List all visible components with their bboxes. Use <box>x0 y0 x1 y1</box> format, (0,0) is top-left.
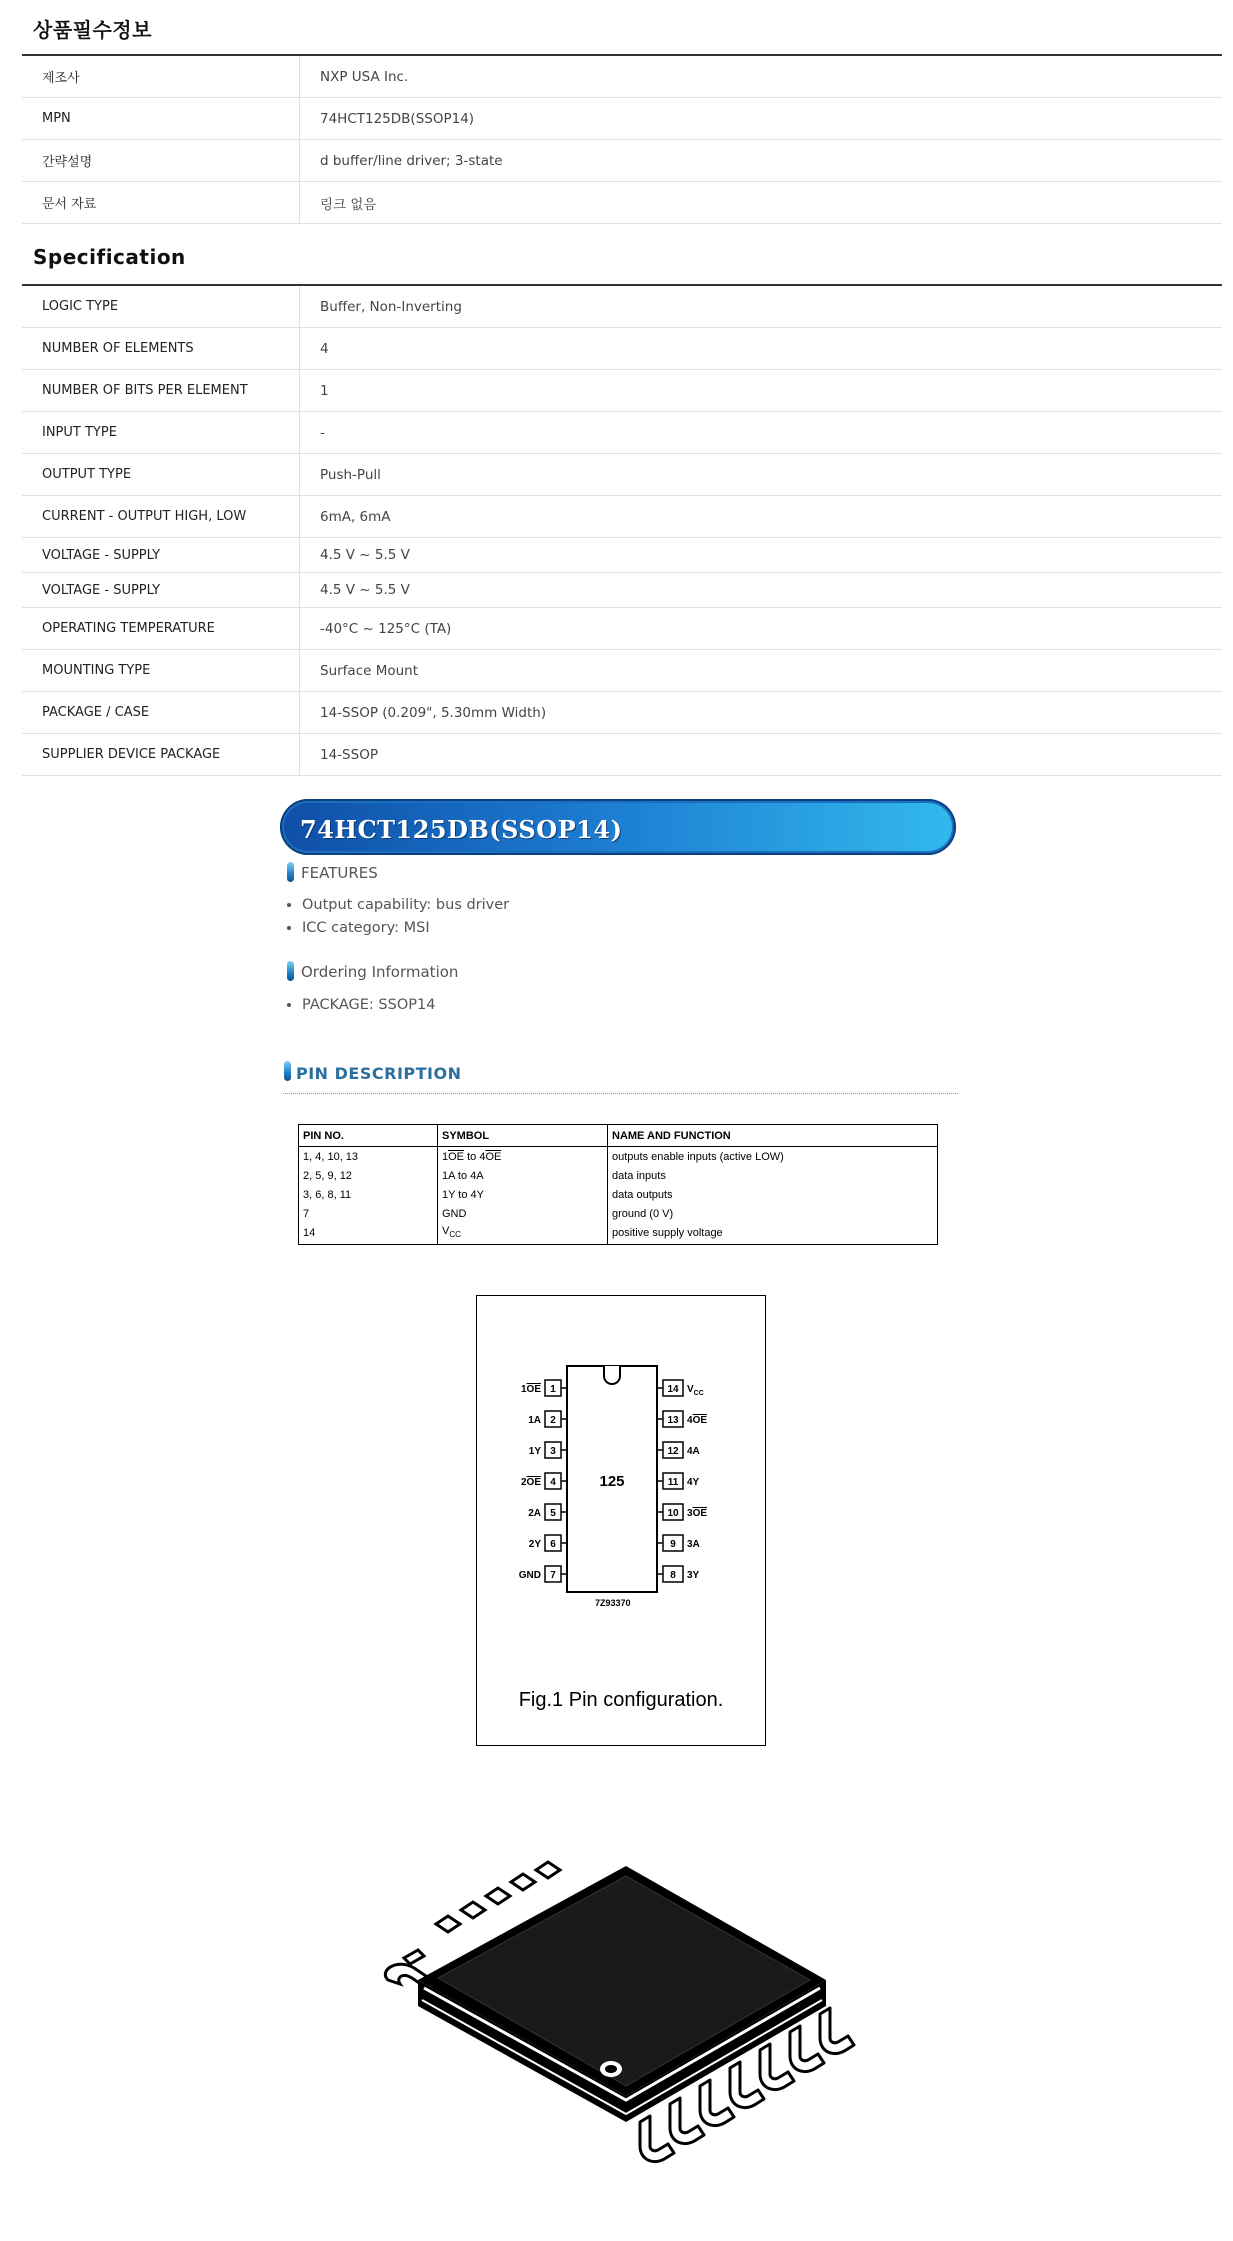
pin-cell: 7 <box>299 1204 438 1223</box>
table-header-row <box>299 1125 938 1147</box>
bullet-pill-icon <box>287 961 294 981</box>
row-value: d buffer/line driver; 3-state <box>300 140 1223 182</box>
symbol-cell: 1A to 4A <box>438 1166 608 1185</box>
pin-description-heading: PIN DESCRIPTION <box>296 1064 462 1083</box>
pin-number: 11 <box>667 1477 679 1488</box>
pin-name: 3A <box>687 1539 700 1550</box>
pin-diagram <box>477 1296 765 1676</box>
ssop14-package-illustration <box>378 1860 868 2190</box>
table-row <box>22 182 1222 224</box>
pin-configuration-figure <box>476 1295 766 1746</box>
symbol-cell <box>438 1147 608 1167</box>
row-label: CURRENT - OUTPUT HIGH, LOW <box>22 496 300 538</box>
pin-name: 4Y <box>687 1477 700 1488</box>
pin-cell: 2, 5, 9, 12 <box>299 1166 438 1185</box>
pin-name: 3OE <box>687 1508 708 1519</box>
symbol-cell <box>438 1223 608 1245</box>
ordering-heading: Ordering Information <box>301 963 459 981</box>
banner-background <box>284 803 952 851</box>
symbol-cell: GND <box>438 1204 608 1223</box>
function-cell: outputs enable inputs (active LOW) <box>608 1147 938 1167</box>
required-info-title: 상품필수정보 <box>33 18 152 42</box>
divider <box>283 1093 958 1094</box>
pin-cell: 3, 6, 8, 11 <box>299 1185 438 1204</box>
row-label: PACKAGE / CASE <box>22 692 300 734</box>
pin-name: 1OE <box>520 1384 541 1395</box>
row-value: 14-SSOP <box>300 734 1223 776</box>
row-label: LOGIC TYPE <box>22 285 300 328</box>
row-value: 74HCT125DB(SSOP14) <box>300 98 1223 140</box>
pin-name: 3Y <box>687 1570 700 1581</box>
banner-title: 74HCT125DB(SSOP14) <box>300 815 623 844</box>
row-value: Push-Pull <box>300 454 1223 496</box>
list-item: • Output capability: bus driver <box>302 894 509 917</box>
symbol-part: to 4 <box>464 1150 486 1163</box>
pin-number: 1 <box>550 1384 556 1395</box>
pin-number: 4 <box>550 1477 556 1488</box>
row-value: Surface Mount <box>300 650 1223 692</box>
row-value: 4.5 V ~ 5.5 V <box>300 573 1223 608</box>
row-label: VOLTAGE - SUPPLY <box>22 538 300 573</box>
row-label: SUPPLIER DEVICE PACKAGE <box>22 734 300 776</box>
pin-number: 13 <box>667 1415 679 1426</box>
features-heading: FEATURES <box>301 864 378 882</box>
symbol-overline: $\overline{OE}$ <box>485 1150 502 1163</box>
table-row <box>22 650 1222 692</box>
pin-name: 4OE <box>687 1415 708 1426</box>
chip-label: 125 <box>599 1473 625 1490</box>
pin-number: 3 <box>550 1446 556 1457</box>
chip-notch <box>604 1366 620 1384</box>
row-value: 4 <box>300 328 1223 370</box>
column-header: SYMBOL <box>438 1125 608 1147</box>
row-value: 링크 없음 <box>300 182 1223 224</box>
symbol-overline: $\overline{OE}$ <box>448 1150 465 1163</box>
table-row <box>22 538 1222 573</box>
table-row <box>22 328 1222 370</box>
row-label: MPN <box>22 98 300 140</box>
pin-name: GND <box>518 1570 541 1581</box>
table-row <box>299 1185 938 1204</box>
symbol-part: V <box>442 1225 450 1238</box>
pin-description-table <box>298 1124 938 1245</box>
row-value: - <box>300 412 1223 454</box>
row-label: VOLTAGE - SUPPLY <box>22 573 300 608</box>
table-row <box>22 692 1222 734</box>
table-row <box>22 98 1222 140</box>
figure-caption: Fig.1 Pin configuration. <box>518 1689 724 1711</box>
table-row <box>299 1147 938 1167</box>
row-value: 14-SSOP (0.209", 5.30mm Width) <box>300 692 1223 734</box>
row-value: Buffer, Non-Inverting <box>300 285 1223 328</box>
function-cell: positive supply voltage <box>608 1223 938 1245</box>
ordering-list <box>282 994 435 1017</box>
function-cell: data inputs <box>608 1166 938 1185</box>
table-row <box>22 412 1222 454</box>
product-banner <box>280 799 956 855</box>
row-label: INPUT TYPE <box>22 412 300 454</box>
pin-cell: 1, 4, 10, 13 <box>299 1147 438 1167</box>
function-cell: ground (0 V) <box>608 1204 938 1223</box>
table-row <box>22 454 1222 496</box>
pin-number: 8 <box>670 1570 676 1581</box>
table-row <box>22 140 1222 182</box>
pin-name: 1A <box>528 1415 541 1426</box>
list-item: • ICC category: MSI <box>302 917 509 940</box>
table-row <box>22 608 1222 650</box>
column-header: NAME AND FUNCTION <box>608 1125 938 1147</box>
pin-name: 2OE <box>520 1477 541 1488</box>
pin-number: 7 <box>550 1570 556 1581</box>
row-label: MOUNTING TYPE <box>22 650 300 692</box>
table-row <box>22 55 1222 98</box>
pin-name: $V_{CC}$ <box>687 1384 704 1397</box>
required-info-table <box>22 54 1222 224</box>
pin-name: 1Y <box>528 1446 541 1457</box>
pin-name: 2A <box>528 1508 541 1519</box>
pin-name: 4A <box>687 1446 700 1457</box>
pin-cell: 14 <box>299 1223 438 1245</box>
features-list <box>282 894 509 940</box>
specification-title: Specification <box>33 245 186 269</box>
symbol-part: 1 <box>442 1150 449 1163</box>
pin-number: 12 <box>667 1446 679 1457</box>
pin-number: 9 <box>670 1539 676 1550</box>
row-label: NUMBER OF ELEMENTS <box>22 328 300 370</box>
list-item: • PACKAGE: SSOP14 <box>302 994 435 1017</box>
symbol-cell: 1Y to 4Y <box>438 1185 608 1204</box>
table-row <box>22 496 1222 538</box>
bullet-pill-icon <box>287 862 294 882</box>
row-value: NXP USA Inc. <box>300 55 1223 98</box>
row-value: 4.5 V ~ 5.5 V <box>300 538 1223 573</box>
symbol-subscript: CC <box>449 1230 461 1240</box>
row-label: 제조사 <box>22 55 300 98</box>
pin-number: 5 <box>550 1508 556 1519</box>
row-label: NUMBER OF BITS PER ELEMENT <box>22 370 300 412</box>
row-label: OUTPUT TYPE <box>22 454 300 496</box>
bullet-pill-icon <box>284 1061 291 1081</box>
table-row <box>299 1166 938 1185</box>
row-label: 간략설명 <box>22 140 300 182</box>
chip-code: 7Z93370 <box>595 1598 631 1608</box>
row-label: 문서 자료 <box>22 182 300 224</box>
pin-number: 6 <box>550 1539 556 1550</box>
pin-number: 10 <box>667 1508 679 1519</box>
pin-name: 2Y <box>528 1539 541 1550</box>
table-row <box>22 285 1222 328</box>
row-value: 1 <box>300 370 1223 412</box>
pin-number: 14 <box>667 1384 679 1395</box>
specification-table <box>22 284 1222 776</box>
row-value: -40°C ~ 125°C (TA) <box>300 608 1223 650</box>
table-row <box>299 1204 938 1223</box>
function-cell: data outputs <box>608 1185 938 1204</box>
table-row <box>22 370 1222 412</box>
table-row <box>22 573 1222 608</box>
table-row <box>22 734 1222 776</box>
table-row <box>299 1223 938 1245</box>
row-value: 6mA, 6mA <box>300 496 1223 538</box>
pin-number: 2 <box>550 1415 556 1426</box>
column-header: PIN NO. <box>299 1125 438 1147</box>
row-label: OPERATING TEMPERATURE <box>22 608 300 650</box>
